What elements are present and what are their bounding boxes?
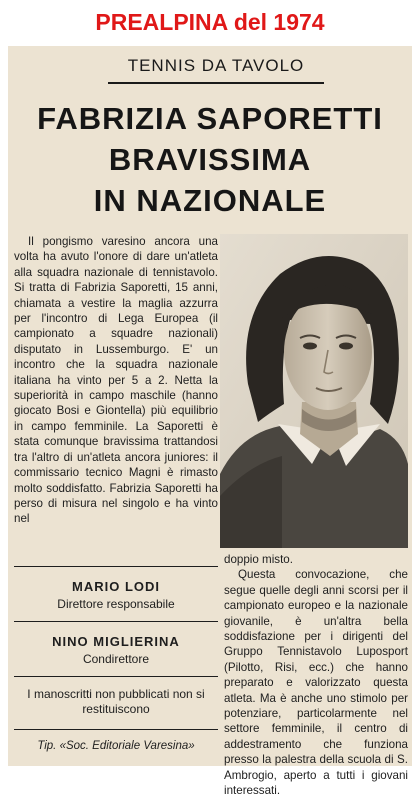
headline-line: FABRIZIA SAPORETTI bbox=[37, 101, 383, 136]
divider bbox=[14, 676, 218, 677]
headline-line: IN NAZIONALE bbox=[93, 183, 327, 218]
director-name: MARIO LODI bbox=[72, 579, 160, 594]
director-role: Direttore responsabile bbox=[57, 597, 175, 611]
codirector-role: Condirettore bbox=[82, 652, 150, 666]
article-left-column bbox=[14, 234, 218, 527]
masthead-box bbox=[14, 566, 218, 752]
article-paragraph: doppio misto. bbox=[224, 553, 293, 566]
portrait-photo bbox=[220, 234, 408, 548]
article-paragraph: Questa convocazione, che segue quelle degli anni scorsi per il campionato europeo e la nazionale giovanile, è un'altra bella soddisfazione per i dirigenti del Gruppo Tennistavolo Luposport (Pilotto, Risi, ecc.) che hanno preparato e valorizzato questa atleta. Ma è anche uno stimolo per potenziare, particolarmente nel settore femminile, il centro di addestramento che funziona presso la palestra della scuola di S. Ambrogio, aperto a tutti i giovani interessati. bbox=[224, 568, 408, 798]
manuscripts-notice: I manoscritti non pubblicati non si restituiscono bbox=[27, 687, 205, 716]
section-kicker: TENNIS DA TAVOLO bbox=[108, 52, 324, 84]
divider bbox=[14, 729, 218, 730]
newspaper-clipping bbox=[8, 46, 412, 798]
codirector-name: NINO MIGLIERINA bbox=[52, 634, 180, 649]
divider bbox=[14, 566, 218, 567]
divider bbox=[14, 621, 218, 622]
page-banner: PREALPINA del 1974 bbox=[95, 9, 325, 35]
article-right-column bbox=[224, 552, 408, 799]
headline-line: BRAVISSIMA bbox=[108, 142, 312, 177]
printer-credit: Tip. «Soc. Editoriale Varesina» bbox=[37, 740, 195, 752]
article-headline bbox=[8, 98, 412, 221]
article-paragraph: Il pongismo varesino ancora una volta ha avuto l'onore di dare un'atleta alla squadra nazionale di tennistavolo. Si tratta di Fabrizia Saporetti, 15 anni, chiamata a vestire la maglia azzurra per l'incontro di Lega Europea (il campionato a squadre nazionali) disputato in Lussemburgo. E' un incontro che la squadra nazionale italiana ha vinto per 5 a 2. Netta la superiorità in campo maschile (hanno giocato Bosi e Giontella) più equilibrio in campo femminile. La Saporetti è stata comunque bravissima trattandosi tra l'altro di un'atleta ancora juniores: il commissario tecnico Magni è rimasto molto soddisfatto. Fabrizia Saporetti ha perso di misura nel singolo e ha vinto nel bbox=[14, 235, 218, 526]
